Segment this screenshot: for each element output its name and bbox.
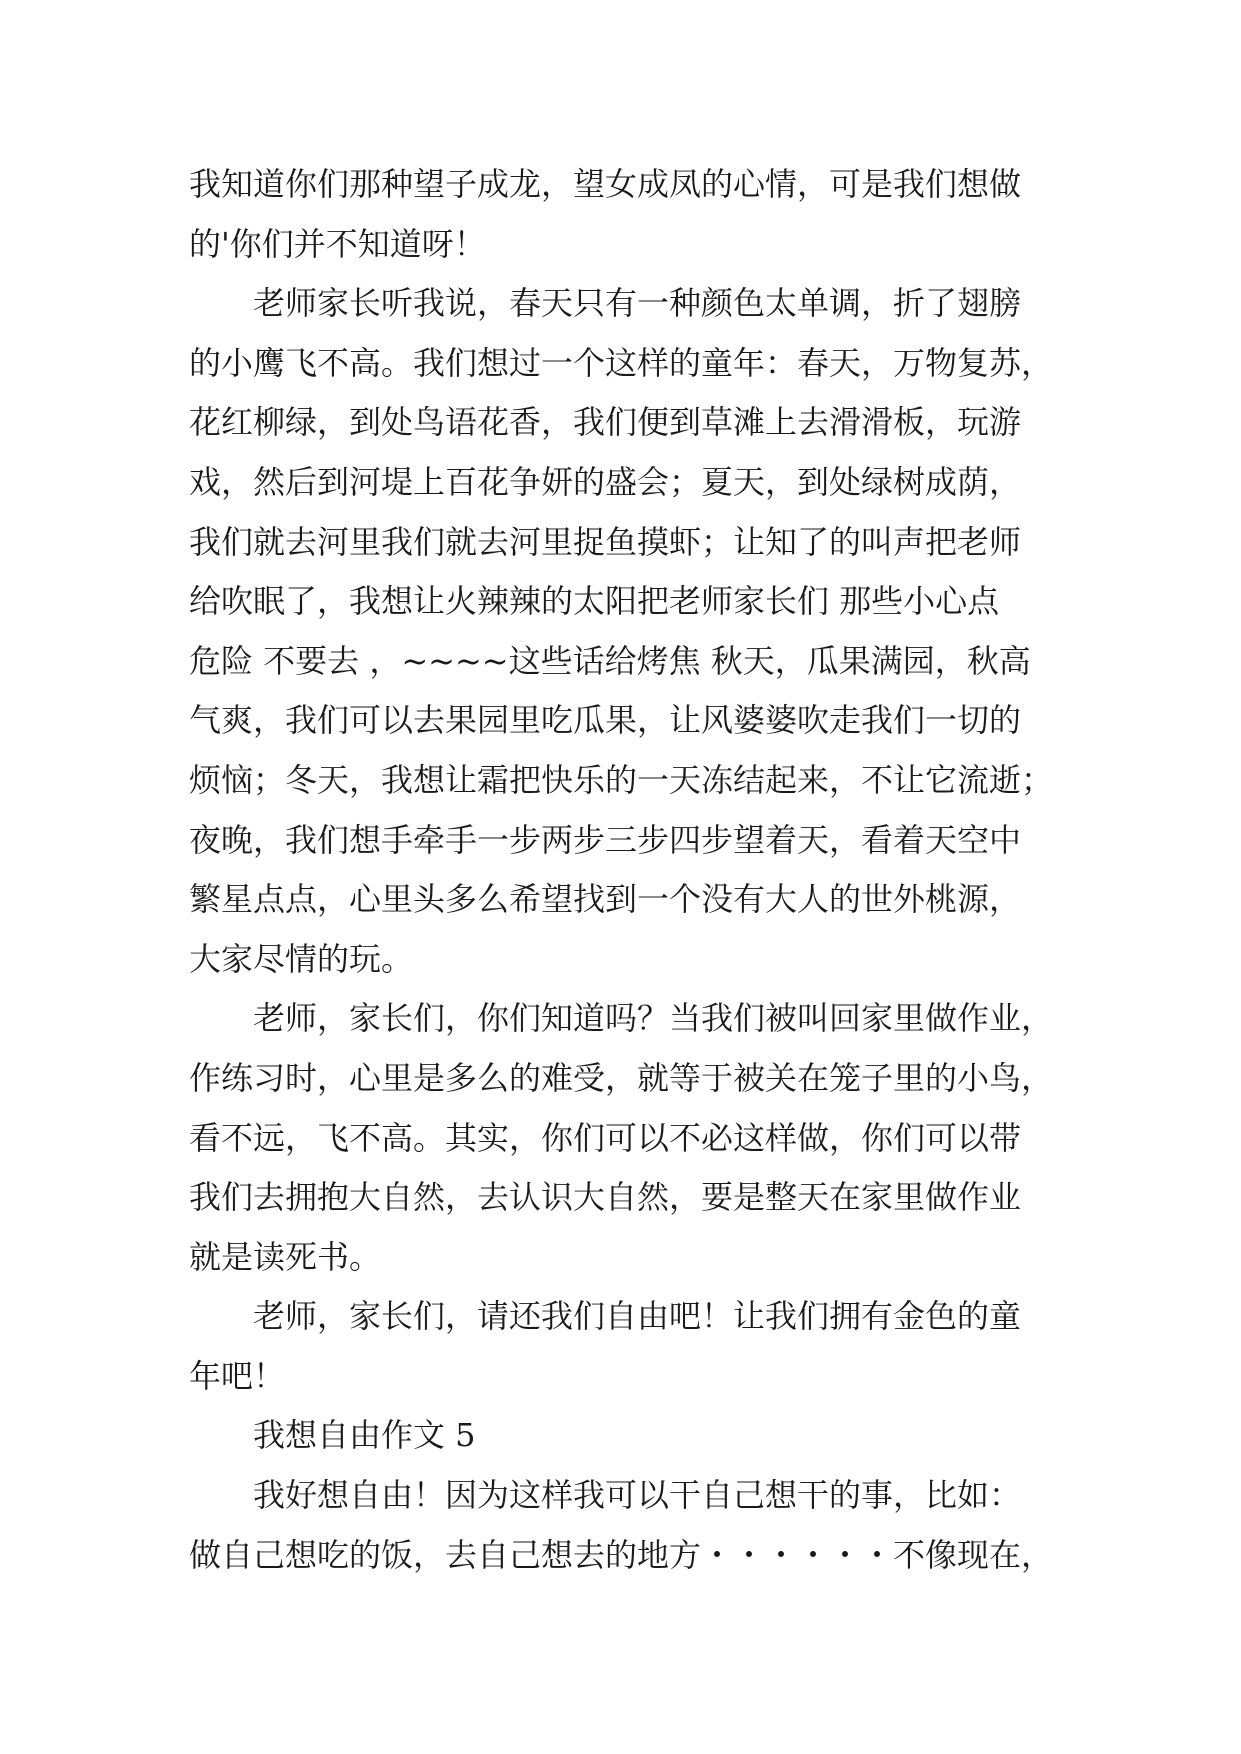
text-line: 夜晚，我们想手牵手一步两步三步四步望着天，看着天空中 <box>189 820 1022 859</box>
paragraph-start-line: 我好想自由！因为这样我可以干自己想干的事，比如： <box>253 1476 1022 1515</box>
paragraph-start-line: 老师，家长们，请还我们自由吧！让我们拥有金色的童 <box>253 1297 1022 1336</box>
text-line: 我们去拥抱大自然，去认识大自然，要是整天在家里做作业 <box>189 1178 1022 1217</box>
text-line: 花红柳绿，到处鸟语花香，我们便到草滩上去滑滑板，玩游 <box>189 403 1022 442</box>
text-line: 作练习时，心里是多么的难受，就等于被关在笼子里的小鸟， <box>189 1058 1054 1097</box>
text-line: 看不远，飞不高。其实，你们可以不必这样做，你们可以带 <box>189 1118 1022 1157</box>
section-heading: 我想自由作文 5 <box>253 1416 476 1455</box>
text-line: 危险 不要去 ，~~~~这些话给烤焦 秋天，瓜果满园，秋高 <box>189 641 1031 680</box>
text-line: 繁星点点，心里头多么希望找到一个没有大人的世外桃源， <box>189 880 1022 919</box>
text-line: 我知道你们那种望子成龙，望女成凤的心情，可是我们想做 <box>189 165 1022 203</box>
paragraph-start-line: 老师，家长们，你们知道吗？当我们被叫回家里做作业， <box>253 999 1054 1038</box>
text-line: 我们就去河里我们就去河里捉鱼摸虾；让知了的叫声把老师 <box>189 522 1022 561</box>
text-line: 戏，然后到河堤上百花争妍的盛会；夏天，到处绿树成荫， <box>189 462 1022 501</box>
paragraph-start-line: 老师家长听我说，春天只有一种颜色太单调，折了翅膀 <box>253 284 1022 323</box>
text-line: 年吧！ <box>189 1356 286 1395</box>
essay-body <box>189 155 1059 1585</box>
text-line: 气爽，我们可以去果园里吃瓜果，让风婆婆吹走我们一切的 <box>189 701 1022 740</box>
text-line: 做自己想吃的饭，去自己想去的地方・・・・・・不像现在， <box>189 1535 1054 1574</box>
text-line: 的小鹰飞不高。我们想过一个这样的童年：春天，万物复苏， <box>189 343 1054 382</box>
text-line: 就是读死书。 <box>189 1237 382 1276</box>
text-line: 大家尽情的玩。 <box>189 939 414 978</box>
text-line: 的'你们并不知道呀！ <box>189 224 486 263</box>
text-line: 给吹眠了，我想让火辣辣的太阳把老师家长们 那些小心点 <box>189 582 1000 621</box>
text-line: 烦恼；冬天，我想让霜把快乐的一天冻结起来，不让它流逝； <box>189 760 1054 799</box>
